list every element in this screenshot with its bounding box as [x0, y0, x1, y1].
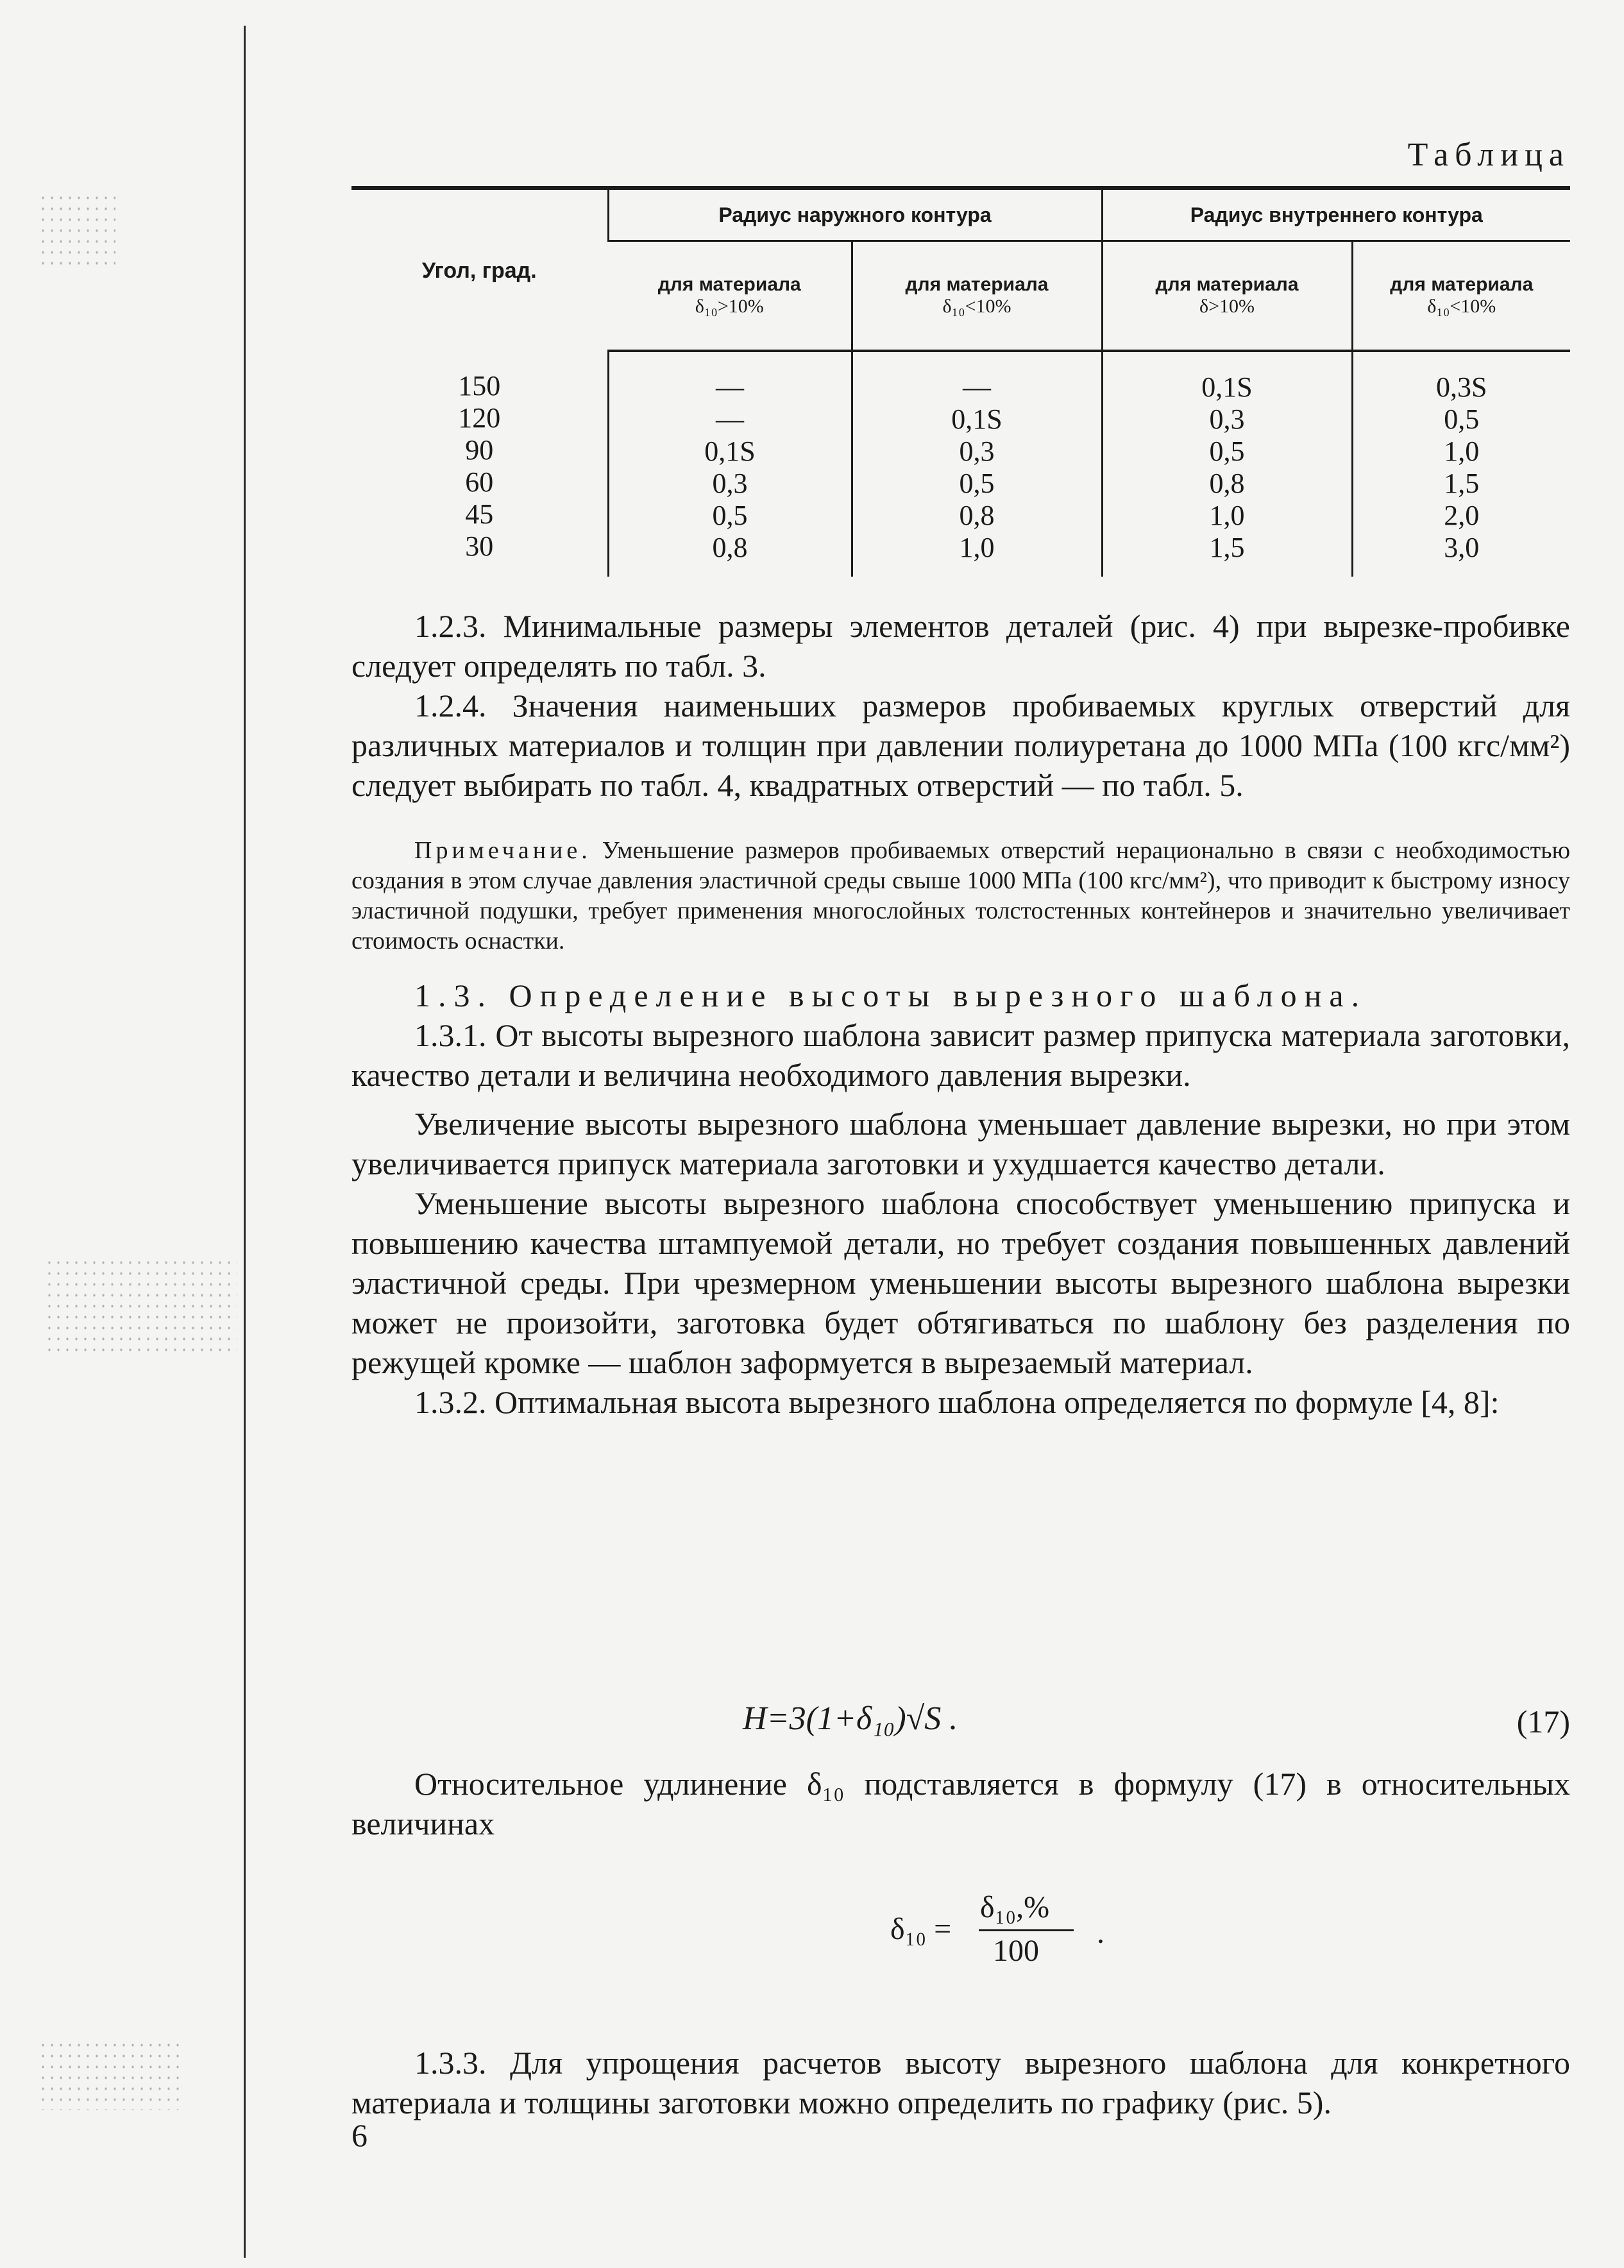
formula-delta-denominator: 100 — [993, 1934, 1039, 1968]
subheader-label: для материала — [905, 274, 1049, 295]
table-cell: 0,5 — [959, 468, 995, 499]
table-cell: 45 — [465, 498, 494, 530]
inner-gt-column — [1102, 351, 1352, 577]
angle-header: Угол, град. — [351, 188, 608, 351]
table-cell: 2,0 — [1444, 500, 1480, 531]
inner-lt-column — [1352, 351, 1570, 577]
table-cell: 0,1S — [951, 403, 1002, 435]
fraction-bar — [979, 1929, 1074, 1931]
table-cell: 30 — [465, 530, 494, 562]
formula-delta-lhs: δ₁₀ = — [890, 1912, 952, 1946]
table-cell: 0,8 — [959, 500, 995, 531]
body-text-lower — [351, 2043, 1570, 2122]
scan-noise — [45, 1257, 237, 1353]
formula-17: H=3(1+δ₁₀)√S . — [743, 1700, 958, 1737]
table-cell: 0,3 — [1209, 403, 1245, 435]
paragraph-1-3-2: 1.3.2. Оптимальная высота вырезного шаблона определяется по формуле [4, 8]: — [414, 1384, 1500, 1420]
table-cell: 1,0 — [1209, 500, 1245, 531]
table-cell: 0,5 — [1444, 403, 1480, 435]
page-number: 6 — [351, 2117, 368, 2153]
subheader-condition: δ₁₀>10% — [695, 296, 764, 317]
subheader-inner-gt — [1102, 241, 1352, 351]
angle-column — [351, 351, 608, 577]
subheader-condition: δ₁₀<10% — [942, 296, 1011, 317]
table-cell: 3,0 — [1444, 532, 1480, 563]
table-cell: 0,5 — [1209, 436, 1245, 467]
paragraph-increase: Увеличение высоты вырезного шаблона уменьшает давление вырезки, но при этом увеличивается припуск материала заготовки и ухудшается качество детали. — [351, 1106, 1570, 1181]
table-cell: — — [963, 371, 991, 403]
table-cell: 0,3 — [959, 436, 995, 467]
table-cell: 0,3S — [1436, 371, 1487, 403]
subheader-outer-lt — [852, 241, 1102, 351]
outer-radius-header: Радиус наружного контура — [608, 188, 1102, 241]
table-cell: 1,5 — [1209, 532, 1245, 563]
table-cell: 0,3 — [712, 468, 748, 499]
body-text-upper — [351, 606, 1570, 1422]
formula-delta-numerator: δ₁₀,% — [980, 1890, 1050, 1924]
table-cell: — — [716, 371, 744, 403]
table-cell: — — [716, 403, 744, 435]
paragraph-1-3-1: 1.3.1. От высоты вырезного шаблона зависит размер припуска материала заготовки, качество детали и величина необходимого давления вырезки. — [351, 1017, 1570, 1093]
table-cell: 0,1S — [1201, 371, 1253, 403]
subheader-label: для материала — [657, 274, 801, 295]
table-cell: 1,0 — [1444, 436, 1480, 467]
table-cell: 0,1S — [704, 436, 756, 467]
table-cell: 1,5 — [1444, 468, 1480, 499]
note-label: Примечание. — [414, 837, 591, 864]
radius-table — [351, 186, 1570, 577]
table-cell: 120 — [458, 402, 501, 434]
note-text: Уменьшение размеров пробиваемых отверстий нерационально в связи с необходимостью создания в этом случае давления эластичной среды свыше 1000 МПа (100 кгс/мм²), что приводит к быстрому износу эластичной подушки, требует применения многослойных толстостенных контейнеров и значительно увеличивает стоимость оснастки. — [351, 837, 1570, 954]
note-paragraph — [351, 836, 1570, 956]
table-cell: 150 — [458, 370, 501, 402]
subheader-label: для материала — [1155, 274, 1299, 295]
table-caption: Таблица — [1407, 137, 1570, 173]
body-text-middle — [351, 1764, 1570, 1843]
table-cell: 0,5 — [712, 500, 748, 531]
table-cell: 1,0 — [959, 532, 995, 563]
subheader-outer-gt — [608, 241, 852, 351]
paragraph-1-2-3: 1.2.3. Минимальные размеры элементов деталей (рис. 4) при вырезке-пробивке следует определять по табл. 3. — [351, 608, 1570, 684]
paragraph-decrease: Уменьшение высоты вырезного шаблона способствует уменьшению припуска и повышению качества штампуемой детали, но требует создания повышенных давлений эластичной среды. При чрезмерном уменьшении высоты вырезного шаблона вырезки может не произойти, заготовка будет обтягиваться по шаблону без разделения по режущей кромке — шаблон заформуется в вырезаемый материал. — [351, 1185, 1570, 1380]
outer-gt-column — [608, 351, 852, 577]
table-cell: 0,8 — [712, 532, 748, 563]
subheader-condition: δ₁₀<10% — [1427, 296, 1496, 317]
table-cell: 0,8 — [1209, 468, 1245, 499]
formula-17-number: (17) — [1516, 1704, 1570, 1739]
inner-radius-header: Радиус внутреннего контура — [1102, 188, 1570, 241]
table-cell: 90 — [465, 434, 494, 466]
scan-noise — [38, 2040, 180, 2110]
section-heading-1-3: 1.3. Определение высоты вырезного шаблона. — [414, 977, 1367, 1013]
scan-noise — [38, 192, 115, 269]
paragraph-relative-elongation: Относительное удлинение δ₁₀ подставляется в формулу (17) в относительных величинах — [351, 1766, 1570, 1841]
page-binding-edge — [244, 26, 246, 2258]
subheader-inner-lt — [1352, 241, 1570, 351]
subheader-condition: δ>10% — [1199, 296, 1255, 317]
paragraph-1-2-4: 1.2.4. Значения наименьших размеров пробиваемых круглых отверстий для различных материалов и толщин при давлении полиуретана до 1000 МПа (100 кгс/мм²) следует выбирать по табл. 4, квадратных отверстий — по табл. 5. — [351, 688, 1570, 803]
table-cell: 60 — [465, 466, 494, 498]
subheader-label: для материала — [1390, 274, 1534, 295]
outer-lt-column — [852, 351, 1102, 577]
formula-period: . — [1097, 1916, 1104, 1950]
paragraph-1-3-3: 1.3.3. Для упрощения расчетов высоту вырезного шаблона для конкретного материала и толщины заготовки можно определить по графику (рис. 5). — [351, 2045, 1570, 2120]
